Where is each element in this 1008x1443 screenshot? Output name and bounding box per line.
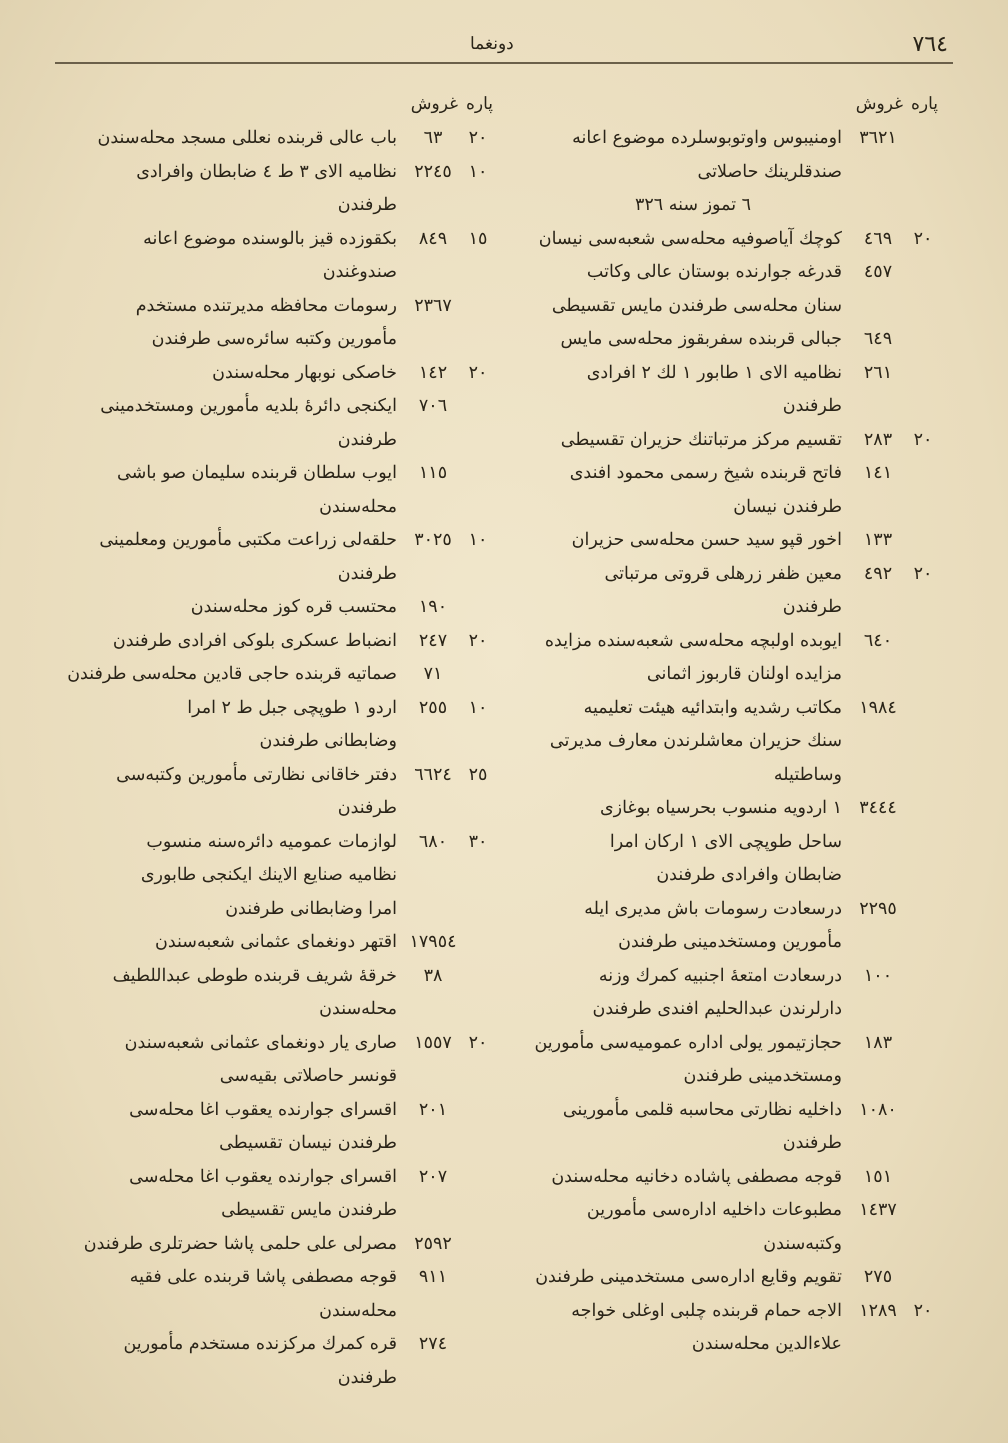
description-line: الاجه حمام قربنده چلبى اوغلى خواجه [571, 1300, 842, 1321]
description-line: مكاتب رشديه وابتدائيه هيئت تعليميه [583, 697, 842, 718]
entry-para: ٢٥ [468, 764, 488, 785]
entry-description [63, 390, 403, 457]
description-line: داخليه نظارتى محاسبه قلمى مأمورينى [562, 1099, 842, 1120]
ledger-entry [63, 357, 493, 391]
description-line: نظاميه صنايع الاينك ايكنجى طابورى [140, 865, 397, 885]
ledger-entry [63, 390, 493, 457]
entry-para: ٢٠ [468, 362, 488, 383]
entry-kurus: ١٤١ [863, 463, 893, 483]
description-line: اقسراى جوارنده يعقوب اغا محله‌سى [129, 1166, 397, 1187]
entry-kurus: ٤٦٩ [863, 228, 893, 249]
entry-kurus: ٨٤٩ [418, 228, 448, 249]
description-line: قونسر حاصلاتى بقيه‌سى [219, 1066, 397, 1086]
description-line: صندقلرينك حاصلاتى [697, 161, 842, 182]
entry-kurus: ٢٠٧ [418, 1166, 448, 1187]
entry-kurus: ٢٦١ [863, 362, 893, 383]
description-line: ١ اردويه منسوب بحرسياه بوغازى [599, 798, 842, 818]
description-line: اردو ١ طوپچى جبل ط ٢ امرا [187, 697, 397, 718]
description-line: طرفندن نيسان [733, 496, 842, 517]
entry-kurus: ١٩٨٤ [859, 697, 897, 718]
ledger-entry [63, 1228, 493, 1262]
entry-para: ١٠ [468, 161, 488, 182]
entry-description [63, 1228, 403, 1262]
entry-description [63, 960, 403, 1027]
description-line: امرا وضابطانى طرفندن [225, 898, 397, 919]
ledger-entry [63, 223, 493, 290]
description-line: طرفندن نيسان تقسيطى [219, 1133, 397, 1153]
entry-description [508, 457, 848, 524]
ledger-entry [63, 156, 493, 223]
entry-kurus: ٢٨٣ [863, 429, 893, 450]
entry-description [63, 1328, 403, 1395]
entry-para: ٢٠ [913, 563, 933, 584]
page-number: ٧٦٤ [912, 32, 948, 57]
entry-kurus: ٢٢٤٥ [414, 161, 452, 182]
entry-kurus: ٦٣ [423, 128, 443, 148]
entry-kurus: ٦٤٠ [863, 630, 893, 651]
entry-kurus: ١٩٠ [418, 597, 448, 617]
description-line: اخور قپو سيد حسن محله‌سى حزيران [571, 530, 842, 550]
description-line: علاءالدين محله‌سندن [691, 1334, 842, 1354]
description-line: قره كمرك مركزنده مستخدم مأمورين [123, 1334, 397, 1354]
description-line: درسعادت رسومات باش مديرى ايله [584, 898, 842, 919]
entry-description [63, 524, 403, 591]
ledger-entry [508, 457, 938, 524]
ledger-entry [508, 1027, 938, 1094]
entry-description [63, 223, 403, 290]
ledger-entry [508, 960, 938, 1027]
entry-description [508, 1027, 848, 1094]
description-line: خاصكى نوبهار محله‌سندن [212, 362, 397, 383]
ledger-entry [63, 1027, 493, 1094]
entry-kurus: ١٠٨٠ [859, 1099, 897, 1120]
entry-para: ٢٠ [468, 128, 488, 148]
description-line: حلقه‌لى زراعت مكتبى مأمورين ومعلمينى [99, 530, 397, 550]
description-line: وضابطانى طرفندن [259, 731, 397, 751]
entry-description [508, 223, 848, 257]
entry-description [63, 122, 403, 156]
entry-kurus: ١٣٣ [863, 530, 893, 550]
entry-description [508, 792, 848, 893]
description-line: تقسيم مركز مرتباتنك حزيران تقسيطى [560, 429, 842, 450]
ledger-entry [63, 1261, 493, 1328]
description-line: طرفندن [782, 396, 842, 416]
description-line: مأمورين وكتبه سائره‌سى طرفندن [151, 329, 397, 349]
ledger-entry [63, 1094, 493, 1161]
entry-description [508, 625, 848, 692]
description-line: اقسراى جوارنده يعقوب اغا محله‌سى [129, 1099, 397, 1120]
description-line: مزايده اولنان قاربوز اثمانى [646, 664, 842, 684]
header-rule [55, 62, 953, 64]
description-line: محله‌سندن [319, 1300, 397, 1321]
description-line: قوجه مصطفى پاشاده دخانيه محله‌سندن [551, 1166, 842, 1187]
entry-kurus: ١٨٣ [863, 1032, 893, 1053]
ledger-entry [508, 524, 938, 558]
entry-kurus: ٦٨٠ [418, 831, 448, 852]
entry-description [63, 692, 403, 759]
description-line: درسعادت امتعهٔ اجنبيه كمرك وزنه [598, 965, 842, 986]
entry-description [508, 357, 848, 424]
description-line: مطبوعات داخليه اداره‌سى مأمورين [586, 1200, 842, 1220]
entry-kurus: ١٥٥٧ [414, 1032, 452, 1053]
description-line: كوچك آياصوفيه محله‌سى شعبه‌سى نيسان [538, 228, 842, 249]
entry-description [508, 122, 848, 189]
entry-description [63, 591, 403, 625]
description-line: باب عالى قربنده نعللى مسجد محله‌سندن [97, 128, 397, 148]
entry-para: ١٠ [468, 697, 488, 718]
entry-para: ٣٠ [468, 831, 488, 852]
entry-description [63, 1027, 403, 1094]
ledger-entry [508, 692, 938, 793]
entry-description [63, 357, 403, 391]
description-line: ايوب سلطان قربنده سليمان صو باشى [117, 463, 397, 483]
description-line: ايوبده اولبچه محله‌سى شعبه‌سنده مزايده [544, 630, 842, 651]
entry-description [63, 1261, 403, 1328]
entry-kurus: ٢٣٦٧ [414, 295, 452, 316]
entry-kurus: ٧٠٦ [418, 396, 448, 416]
entry-kurus: ٧١ [423, 664, 443, 684]
entry-kurus: ٣٠٢٥ [414, 530, 452, 550]
header-para: پاره [465, 94, 493, 114]
column-header [508, 88, 938, 122]
ledger-entry [63, 926, 493, 960]
entry-kurus: ٣٨ [423, 965, 443, 986]
entry-description [63, 290, 403, 357]
column-header [63, 88, 493, 122]
description-line: دفتر خاقانى نظارتى مأمورين وكتبه‌سى [116, 764, 397, 785]
entry-kurus: ٢٢٩٥ [859, 898, 897, 919]
ledger-entry [63, 658, 493, 692]
ledger-entry [508, 122, 938, 189]
entry-description [63, 926, 403, 960]
description-line: ومستخدمينى طرفندن [683, 1066, 842, 1086]
description-line: صماتيه قربنده حاجى قادين محله‌سى طرفندن [67, 664, 397, 684]
running-title: دونغما [470, 34, 514, 54]
ledger-entry [63, 457, 493, 524]
entry-description [508, 960, 848, 1027]
description-line: صندوغندن [322, 262, 397, 282]
entry-description [508, 524, 848, 558]
entry-description [508, 1094, 848, 1161]
ledger-entry [508, 256, 938, 323]
entry-kurus: ٢٤٧ [418, 630, 448, 651]
entry-kurus: ٤٩٢ [863, 563, 893, 584]
description-line: قدرغه جوارنده بوستان عالى وكاتب [586, 262, 842, 282]
entry-para: ١٠ [468, 530, 488, 550]
ledger-entry [508, 558, 938, 625]
description-line: طرفندن [337, 429, 397, 450]
description-line: محله‌سندن [319, 999, 397, 1019]
entry-description [63, 457, 403, 524]
description-line: جبالى قربنده سفربقوز محله‌سى مايس [560, 329, 842, 349]
description-line: سنك حزيران معاشلرندن معارف مديرتى [549, 731, 842, 751]
entry-description [63, 658, 403, 692]
entry-kurus: ١٧٩٥٤ [409, 932, 457, 952]
ledger-entry [63, 692, 493, 759]
ledger-entry [508, 893, 938, 960]
entry-kurus: ٢٥٩٢ [414, 1233, 452, 1254]
entry-description [508, 1295, 848, 1362]
entry-kurus: ٣٦٢١ [859, 128, 897, 148]
ledger-entry [63, 591, 493, 625]
entry-kurus: ٩١١ [418, 1267, 448, 1287]
ledger-entry [508, 625, 938, 692]
description-line: فاتح قربنده شيخ رسمى محمود افندى [569, 463, 842, 483]
entry-description [63, 826, 403, 927]
entry-para: ٢٠ [468, 1032, 488, 1053]
description-line: لوازمات عموميه دائره‌سنه منسوب [146, 831, 397, 852]
ledger-entry [63, 122, 493, 156]
description-line: ضابطان وافرادى طرفندن [656, 865, 842, 885]
entry-description [508, 1194, 848, 1261]
entry-description [508, 558, 848, 625]
ledger-entry [63, 1328, 493, 1395]
entry-description [508, 893, 848, 960]
entry-kurus: ٦٤٩ [863, 329, 893, 349]
description-line: محتسب قره كوز محله‌سندن [190, 597, 397, 617]
description-line: اومنيبوس واوتوبوسلرده موضوع اعانه [572, 128, 842, 148]
page-header [60, 30, 948, 60]
ledger-entry [63, 625, 493, 659]
entry-kurus: ٢٧٤ [418, 1334, 448, 1354]
ledger-entry [508, 1161, 938, 1195]
entry-kurus: ١٤٣٧ [859, 1200, 897, 1220]
ledger-entry [508, 424, 938, 458]
entry-kurus: ١٥١ [863, 1166, 893, 1187]
description-line: قوجه مصطفى پاشا قربنده على فقيه [129, 1267, 397, 1287]
description-line: طرفندن [337, 1367, 397, 1388]
entry-description [508, 1161, 848, 1195]
ledger-entry [508, 1261, 938, 1295]
description-line: نظاميه الاى ١ طابور ١ لك ٢ افرادى [586, 362, 842, 383]
header-para: پاره [910, 94, 938, 114]
entry-description [63, 156, 403, 223]
entry-kurus: ٢٠١ [418, 1099, 448, 1120]
description-line: اقتهر دونغماى عثمانى شعبه‌سندن [154, 932, 397, 952]
ledger-entry [508, 1295, 938, 1362]
ledger-entry [508, 357, 938, 424]
description-line: طرفندن [337, 798, 397, 818]
description-line: طرفندن [782, 1133, 842, 1153]
description-line: معين ظفر زرهلى قروتى مرتباتى [604, 563, 842, 584]
date-line: ٦ تموز سنه ٣٢٦ [634, 195, 752, 215]
entry-kurus: ٢٧٥ [863, 1267, 893, 1287]
ledger-entry [63, 524, 493, 591]
ledger-entry [63, 826, 493, 927]
entry-para: ٢٠ [913, 1300, 933, 1321]
description-line: سنان محله‌سى طرفندن مايس تقسيطى [551, 295, 842, 316]
entry-kurus: ٤٥٧ [863, 262, 893, 282]
entry-description [508, 1261, 848, 1295]
ledger-entry [508, 1094, 938, 1161]
header-kurus: غروش [855, 94, 903, 114]
entry-para: ٢٠ [913, 228, 933, 249]
entry-description [63, 625, 403, 659]
description-line: وكتبه‌سندن [763, 1233, 842, 1254]
entry-kurus: ٢٥٥ [418, 697, 448, 718]
description-line: ساحل طوپچى الاى ١ اركان امرا [609, 831, 842, 852]
entry-kurus: ١٤٢ [418, 362, 448, 383]
entry-kurus: ٦٦٢٤ [414, 764, 452, 785]
description-line: مأمورين ومستخدمينى طرفندن [618, 932, 842, 952]
description-line: صارى يار دونغماى عثمانى شعبه‌سندن [124, 1032, 397, 1053]
ledger-entry [508, 223, 938, 257]
ledger-entry [63, 960, 493, 1027]
entry-para: ١٥ [468, 228, 488, 249]
description-line: ايكنجى دائرهٔ بلديه مأمورين ومستخدمينى [100, 396, 397, 416]
entry-description [508, 692, 848, 793]
header-kurus: غروش [410, 94, 458, 114]
description-line: طرفندن [337, 195, 397, 215]
entry-description [63, 759, 403, 826]
ledger-entry [508, 323, 938, 357]
entry-kurus: ١١٥ [418, 463, 448, 483]
description-line: طرفندن [782, 597, 842, 617]
entry-description [63, 1161, 403, 1228]
entry-para: ٢٠ [468, 630, 488, 651]
left-column [63, 88, 493, 1395]
entry-description [508, 256, 848, 323]
description-line: نظاميه الاى ٣ ط ٤ ضابطان وافرادى [136, 161, 397, 182]
description-line: رسومات محافظه مديرتنده مستخدم [135, 295, 397, 316]
entry-kurus: ٣٤٤٤ [859, 798, 897, 818]
description-line: وساطتيله [773, 764, 842, 785]
ledger-entry [63, 1161, 493, 1228]
description-line: طرفندن مايس تقسيطى [221, 1200, 397, 1220]
description-line: انضباط عسكرى بلوكى افرادى طرفندن [112, 630, 397, 651]
right-column [508, 88, 938, 1362]
description-line: طرفندن [337, 563, 397, 584]
ledger-entry [508, 792, 938, 893]
entry-description [63, 1094, 403, 1161]
entry-description [508, 424, 848, 458]
entry-para: ٢٠ [913, 429, 933, 450]
ledger-entry [508, 1194, 938, 1261]
entry-kurus: ١٠٠ [863, 965, 893, 986]
description-line: بكقوزده قيز بالوسنده موضوع اعانه [143, 228, 397, 249]
description-line: مصرلى على حلمى پاشا حضرتلرى طرفندن [83, 1233, 397, 1254]
description-line: حجازتيمور يولى اداره عموميه‌سى مأمورين [534, 1032, 842, 1053]
description-line: تقويم وقايع اداره‌سى مستخدمينى طرفندن [535, 1267, 842, 1287]
entry-kurus: ١٢٨٩ [859, 1300, 897, 1321]
entry-description [508, 323, 848, 357]
description-line: محله‌سندن [319, 496, 397, 517]
description-line: خرقهٔ شريف قربنده طوطى عبداللطيف [112, 965, 397, 986]
ledger-entry [63, 759, 493, 826]
ledger-entry [63, 290, 493, 357]
description-line: دارلرندن عبدالحليم افندى طرفندن [592, 999, 842, 1019]
